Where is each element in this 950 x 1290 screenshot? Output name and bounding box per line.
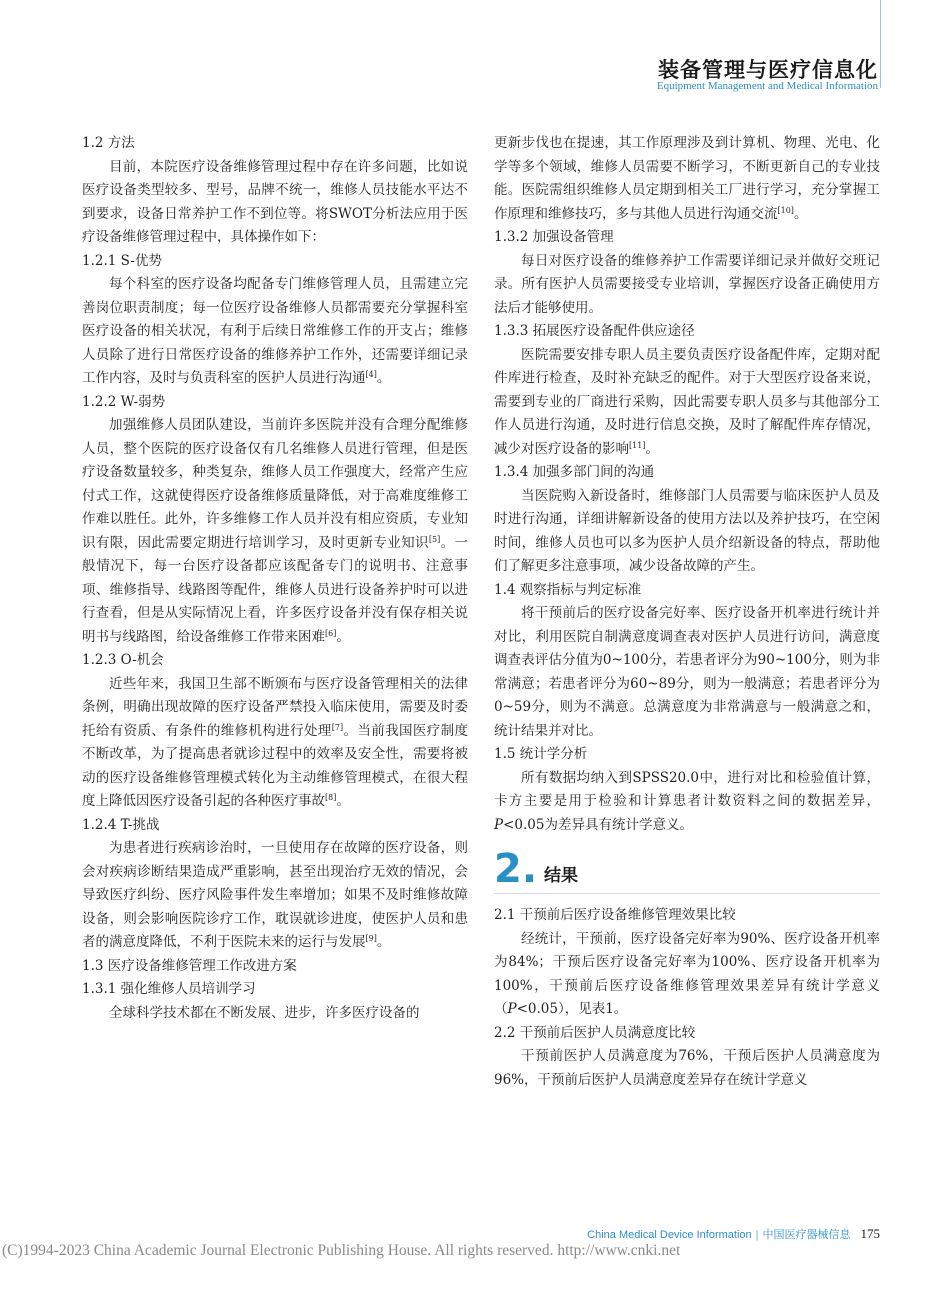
section-2-heading bbox=[494, 846, 880, 894]
section-title: 结果 bbox=[544, 866, 578, 886]
heading-1-5: 1.5 统计学分析 bbox=[494, 746, 588, 762]
heading-1-2-4: 1.2.4 T-挑战 bbox=[82, 816, 160, 833]
citation: [5] bbox=[428, 534, 441, 544]
citation: [4] bbox=[365, 370, 377, 379]
heading-1-3-3: 1.3.3 拓展医疗设备配件供应途径 bbox=[494, 323, 695, 339]
paragraph: 医院需要安排专职人员主要负责医疗设备配件库，定期对配件库进行检查，及时补充缺乏的配件。对于大型医疗设备来说，需要到专业的厂商进行采购，因此需要专职人员多与其他部分工作人员进行沟通，及时进行信息交换，及时了解配件库存情况，减少对医疗设备的影响[11]。 bbox=[494, 346, 880, 457]
header-divider-line bbox=[880, 0, 881, 88]
heading-1-3-4: 1.3.4 加强多部门间的沟通 bbox=[494, 464, 655, 480]
journal-name-cn: 中国医疗器械信息 bbox=[762, 1229, 851, 1241]
citation: [7] bbox=[331, 722, 344, 732]
heading-1-2-3: 1.2.3 O-机会 bbox=[82, 652, 164, 668]
heading-1-2-1: 1.2.1 S-优势 bbox=[82, 252, 162, 269]
heading-2-1: 2.1 干预前后医疗设备维修管理效果比较 bbox=[494, 907, 736, 923]
left-column bbox=[82, 132, 468, 1025]
section-header-subtitle: Equipment Management and Medical Information bbox=[656, 80, 878, 92]
heading-1-3: 1.3 医疗设备维修管理工作改进方案 bbox=[82, 957, 297, 974]
paragraph: 干预前医护人员满意度为76%，干预后医护人员满意度为96%，干预前后医护人员满意度差异存在统计学意义 bbox=[494, 1048, 880, 1088]
heading-1-2-2: 1.2.2 W-弱势 bbox=[82, 393, 166, 410]
section-header-title: 装备管理与医疗信息化 bbox=[658, 58, 878, 82]
heading-1-4: 1.4 观察指标与判定标准 bbox=[494, 581, 642, 598]
citation: [11] bbox=[629, 440, 646, 450]
paragraph: 加强维修人员团队建设，当前许多医院并没有合理分配维修人员，整个医院的医疗设备仅有几名维修人员进行管理，但是医疗设备数量较多，种类复杂，维修人员工作强度大，经常产生应付式工作，这就使得医疗设备维修质量降低，对于高难度维修工作难以胜任。此外，许多维修工作人员并没有相应资质，专业知识有限，因此需要定期进行培训学习，及时更新专业知识[5]。一般情况下，每一台医疗设备都应该配备专门的说明书、注意事项、维修指导、线路图等配件，维修人员进行设备养护时可以进行查看，但是从实际情况上看，许多医疗设备并没有保存相关说明书与线路图，给设备维修工作带来困难[6]。 bbox=[82, 417, 469, 645]
citation: [8] bbox=[325, 793, 337, 802]
heading-1-2: 1.2 方法 bbox=[82, 135, 135, 151]
paragraph: 每个科室的医疗设备均配备专门维修管理人员，且需建立完善岗位职责制度；每一位医疗设备维修人员都需要充分掌握科室医疗设备的相关状况，有利于后续日常维修工作的开支占；维修人员除了进行日常医疗设备的维修养护工作外，还需要详细记录工作内容，及时与负责科室的医护人员进行沟通[4]。 bbox=[82, 276, 468, 386]
paragraph: 所有数据均纳入到SPSS20.0中，进行对比和检验值计算，卡方主要是用于检验和计算患者计数资料之间的数据差异，P<0.05为差异具有统计学意义。 bbox=[494, 769, 880, 833]
section-number: 2. bbox=[494, 846, 538, 892]
paragraph: 更新步伐也在提速，其工作原理涉及到计算机、物理、光电、化学等多个领域，维修人员需要不断学习，不断更新自己的专业技能。医院需组织维修人员定期到相关工厂进行学习，充分掌握工作原理和维修技巧，多与其他人员进行沟通交流[10]。 bbox=[494, 135, 880, 222]
paragraph: 当医院购入新设备时，维修部门人员需要与临床医护人员及时进行沟通，详细讲解新设备的使用方法以及养护技巧，在空闲时间，维修人员也可以多为医护人员介绍新设备的特点，帮助他们了解更多注意事项，减少设备故障的产生。 bbox=[494, 487, 880, 574]
journal-name-en: China Medical Device Information bbox=[587, 1229, 752, 1241]
copyright-notice: (C)1994-2023 China Academic Journal Electronic Publishing House. All rights reserved. http://www.cnki.net bbox=[2, 1242, 681, 1259]
heading-1-3-1: 1.3.1 强化维修人员培训学习 bbox=[82, 981, 256, 997]
heading-2-2: 2.2 干预前后医护人员满意度比较 bbox=[494, 1024, 696, 1041]
right-column bbox=[494, 132, 880, 1092]
citation: [9] bbox=[365, 934, 377, 943]
footer-separator: | bbox=[755, 1229, 759, 1241]
page-number: 175 bbox=[860, 1226, 880, 1241]
paragraph: 目前，本院医疗设备维修管理过程中存在许多问题，比如说医疗设备类型较多、型号，品牌不统一，维修人员技能水平达不到要求，设备日常养护工作不到位等。将SWOT分析法应用于医疗设备维修管理过程中，具体操作如下： bbox=[82, 158, 468, 245]
heading-1-3-2: 1.3.2 加强设备管理 bbox=[494, 229, 614, 245]
page-footer bbox=[587, 1226, 880, 1242]
paragraph: 近些年来，我国卫生部不断颁布与医疗设备管理相关的法律条例，明确出现故障的医疗设备严禁投入临床使用，需要及时委托给有资质、有条件的维修机构进行处理[7]。当前我国医疗制度不断改革，为了提高患者就诊过程中的效率及安全性，需要将被动的医疗设备维修管理模式转化为主动维修管理模式，在很大程度上降低因医疗设备引起的各种医疗事故[8]。 bbox=[82, 675, 469, 809]
paragraph: 经统计，干预前，医疗设备完好率为90%、医疗设备开机率为84%；干预后医疗设备完好率为100%、医疗设备开机率为100%，干预前后医疗设备维修管理效果差异有统计学意义（P<0.05），见表1。 bbox=[494, 930, 880, 1017]
paragraph: 为患者进行疾病诊治时，一旦使用存在故障的医疗设备，则会对疾病诊断结果造成严重影响，甚至出现治疗无效的情况，会导致医疗纠纷、医疗风险事件发生率增加；如果不及时维修故障设备，则会影响医院诊疗工作，耽误就诊进度，使医护人员和患者的满意度降低，不利于医院未来的运行与发展[9]。 bbox=[82, 840, 468, 950]
paragraph: 全球科学技术都在不断发展、进步，许多医疗设备的 bbox=[109, 1004, 420, 1021]
paragraph: 将干预前后的医疗设备完好率、医疗设备开机率进行统计并对比，利用医院自制满意度调查表对医护人员进行访问，满意度调查表评估分值为0~100分，若患者评分为90~100分，则为非常满意；若患者评分为60~89分，则为一般满意；若患者评分为0~59分，则为不满意。总满意度为非常满意与一般满意之和，统计结果并对比。 bbox=[494, 605, 880, 739]
citation: [10] bbox=[777, 205, 794, 215]
paragraph: 每日对医疗设备的维修养护工作需要详细记录并做好交班记录。所有医护人员需要接受专业培训，掌握医疗设备正确使用方法后才能够使用。 bbox=[494, 252, 880, 316]
citation: [6] bbox=[325, 628, 337, 638]
